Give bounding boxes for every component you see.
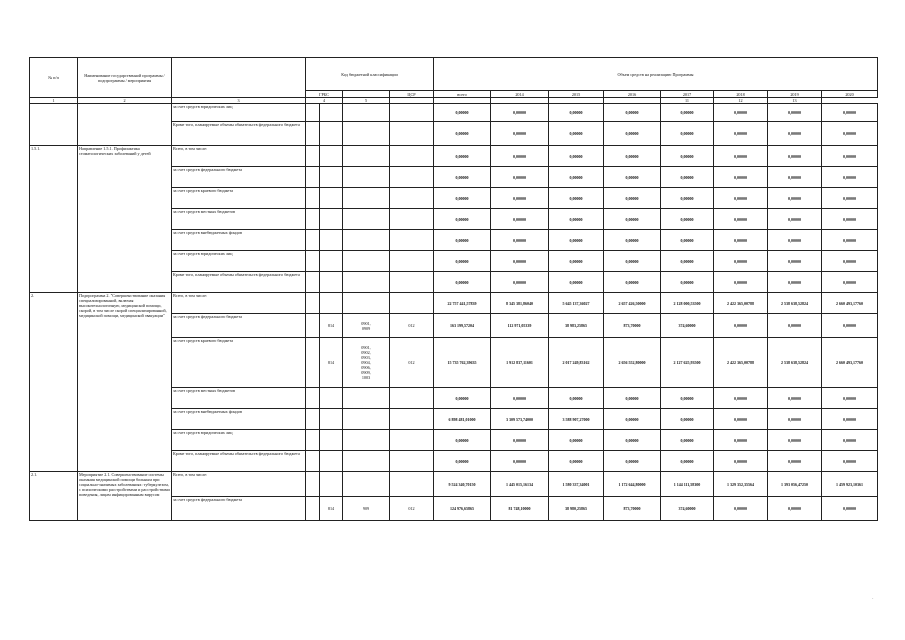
amount-cell: 0,00000 bbox=[822, 430, 878, 451]
code-csr bbox=[390, 388, 434, 409]
amount-cell: 0,00000 bbox=[434, 209, 491, 230]
amount-cell: 1 144 111,58300 bbox=[661, 472, 714, 497]
amount-cell: 0,00000 bbox=[549, 209, 604, 230]
code-fkr bbox=[343, 251, 390, 272]
amount-cell: 0,00000 bbox=[549, 388, 604, 409]
amount-cell: 0,00000 bbox=[604, 167, 661, 188]
amount-cell: 0,00000 bbox=[768, 314, 822, 338]
amount-cell: 0,00000 bbox=[714, 104, 768, 122]
amount-cell: 0,00000 bbox=[661, 251, 714, 272]
amount-cell: 0,00000 bbox=[604, 122, 661, 146]
code-spacer bbox=[306, 409, 320, 430]
code-fkr bbox=[343, 146, 390, 167]
code-fkr bbox=[343, 409, 390, 430]
amount-cell: 0,00000 bbox=[822, 251, 878, 272]
amount-cell: 0,00000 bbox=[434, 122, 491, 146]
amount-cell: 0,00000 bbox=[768, 122, 822, 146]
header-year: 2014 bbox=[491, 91, 549, 98]
amount-cell: 0,00000 bbox=[822, 451, 878, 472]
row-name: Направление 1.5.1. Профилактика стоматологических заболеваний у детей bbox=[78, 146, 172, 293]
column-number: 1 bbox=[30, 98, 78, 104]
table-row bbox=[30, 146, 878, 167]
amount-cell: 163 199,57204 bbox=[434, 314, 491, 338]
code-csr bbox=[390, 272, 434, 293]
amount-cell: 0,00000 bbox=[822, 314, 878, 338]
amount-cell: 0,00000 bbox=[661, 167, 714, 188]
table-row bbox=[30, 472, 878, 497]
funding-source: за счет средств федерального бюджета bbox=[172, 497, 306, 521]
amount-cell: 0,00000 bbox=[714, 314, 768, 338]
amount-cell: 0,00000 bbox=[768, 230, 822, 251]
code-grbs bbox=[320, 430, 343, 451]
code-csr bbox=[390, 472, 434, 497]
amount-cell: 8 345 381,86040 bbox=[491, 293, 549, 314]
code-fkr: 909 bbox=[343, 497, 390, 521]
code-grbs: 814 bbox=[320, 497, 343, 521]
amount-cell: 0,00000 bbox=[434, 104, 491, 122]
column-number: 12 bbox=[714, 98, 768, 104]
code-csr bbox=[390, 230, 434, 251]
amount-cell: 0,00000 bbox=[768, 430, 822, 451]
amount-cell: 0,00000 bbox=[714, 497, 768, 521]
amount-cell: 0,00000 bbox=[549, 167, 604, 188]
amount-cell: 0,00000 bbox=[661, 409, 714, 430]
amount-cell: 0,00000 bbox=[768, 451, 822, 472]
code-spacer bbox=[306, 293, 320, 314]
amount-cell: 1 459 923,10361 bbox=[822, 472, 878, 497]
amount-cell: 0,00000 bbox=[661, 230, 714, 251]
amount-cell: 0,00000 bbox=[714, 388, 768, 409]
amount-cell: 0,00000 bbox=[822, 230, 878, 251]
amount-cell: 0,00000 bbox=[491, 451, 549, 472]
amount-cell: 0,00000 bbox=[768, 409, 822, 430]
code-spacer bbox=[306, 188, 320, 209]
header-year: 2017 bbox=[661, 91, 714, 98]
code-csr: 012 bbox=[390, 314, 434, 338]
amount-cell: 81 748,10000 bbox=[491, 497, 549, 521]
code-csr bbox=[390, 188, 434, 209]
code-grbs bbox=[320, 209, 343, 230]
amount-cell: 0,00000 bbox=[714, 272, 768, 293]
column-number: 4 bbox=[306, 98, 343, 104]
column-number: 2 bbox=[78, 98, 172, 104]
code-csr bbox=[390, 209, 434, 230]
amount-cell: 873,70000 bbox=[604, 314, 661, 338]
code-fkr bbox=[343, 430, 390, 451]
amount-cell: 0,00000 bbox=[604, 251, 661, 272]
code-grbs: 814 bbox=[320, 338, 343, 388]
code-grbs bbox=[320, 188, 343, 209]
header-year: 2018 bbox=[714, 91, 768, 98]
amount-cell: 2 660 493,17760 bbox=[822, 338, 878, 388]
amount-cell: 2 538 638,52824 bbox=[768, 293, 822, 314]
amount-cell: 0,00000 bbox=[491, 167, 549, 188]
header-year: 2019 bbox=[768, 91, 822, 98]
code-spacer bbox=[306, 338, 320, 388]
amount-cell: 0,00000 bbox=[604, 451, 661, 472]
amount-cell: 3 309 573,74000 bbox=[491, 409, 549, 430]
amount-cell: 0,00000 bbox=[491, 430, 549, 451]
code-grbs bbox=[320, 272, 343, 293]
amount-cell: 2 127 625,93500 bbox=[661, 338, 714, 388]
amount-cell: 0,00000 bbox=[434, 451, 491, 472]
funding-source: за счет средств федерального бюджета bbox=[172, 167, 306, 188]
amount-cell: 2 657 426,50000 bbox=[604, 293, 661, 314]
amount-cell: 0,00000 bbox=[604, 430, 661, 451]
code-fkr bbox=[343, 388, 390, 409]
code-spacer bbox=[306, 251, 320, 272]
column-number: 11 bbox=[661, 98, 714, 104]
amount-cell: 0,00000 bbox=[604, 230, 661, 251]
amount-cell: 0,00000 bbox=[434, 272, 491, 293]
code-fkr bbox=[343, 167, 390, 188]
amount-cell: 0,00000 bbox=[661, 388, 714, 409]
funding-source: за счет средств краевого бюджета bbox=[172, 188, 306, 209]
header-year: 2020 bbox=[822, 91, 878, 98]
row-number: 1.5.1. bbox=[30, 146, 78, 293]
code-grbs bbox=[320, 293, 343, 314]
code-csr bbox=[390, 251, 434, 272]
header-year: 2015 bbox=[549, 91, 604, 98]
code-grbs bbox=[320, 167, 343, 188]
funding-source: Всего, в том числе: bbox=[172, 293, 306, 314]
code-spacer bbox=[306, 146, 320, 167]
amount-cell: 1 580 337,34001 bbox=[549, 472, 604, 497]
code-csr: 012 bbox=[390, 497, 434, 521]
column-number: 3 bbox=[172, 98, 306, 104]
amount-cell: 3 588 907,27000 bbox=[549, 409, 604, 430]
amount-cell: 0,00000 bbox=[549, 230, 604, 251]
code-spacer bbox=[306, 430, 320, 451]
amount-cell: 0,00000 bbox=[714, 188, 768, 209]
code-csr bbox=[390, 104, 434, 122]
amount-cell: 2 128 000,53500 bbox=[661, 293, 714, 314]
amount-cell: 0,00000 bbox=[661, 272, 714, 293]
code-fkr bbox=[343, 272, 390, 293]
funding-source: Всего, в том числе: bbox=[172, 472, 306, 497]
code-fkr bbox=[343, 451, 390, 472]
amount-cell: 1 393 056,47250 bbox=[768, 472, 822, 497]
code-csr bbox=[390, 167, 434, 188]
header-year: всего bbox=[434, 91, 491, 98]
amount-cell: 0,00000 bbox=[768, 209, 822, 230]
amount-cell: 0,00000 bbox=[491, 230, 549, 251]
header-blank bbox=[172, 58, 306, 98]
row-number: 2.1. bbox=[30, 472, 78, 521]
amount-cell: 0,00000 bbox=[714, 122, 768, 146]
amount-cell: 0,00000 bbox=[768, 497, 822, 521]
amount-cell: 0,00000 bbox=[549, 188, 604, 209]
table-row bbox=[30, 293, 878, 314]
code-csr bbox=[390, 146, 434, 167]
amount-cell: 0,00000 bbox=[661, 451, 714, 472]
funding-source: Кроме того, планируемые объемы обязательств федерального бюджета bbox=[172, 451, 306, 472]
amount-cell: 0,00000 bbox=[549, 451, 604, 472]
scan-mark: · bbox=[872, 597, 874, 602]
amount-cell: 0,00000 bbox=[714, 230, 768, 251]
code-grbs bbox=[320, 122, 343, 146]
amount-cell: 2 422 365,00788 bbox=[714, 293, 768, 314]
amount-cell: 0,00000 bbox=[822, 122, 878, 146]
code-fkr bbox=[343, 122, 390, 146]
amount-cell: 1 172 644,80000 bbox=[604, 472, 661, 497]
code-grbs bbox=[320, 104, 343, 122]
code-fkr: 0901, 0902, 0903, 0904, 0906, 0909, 1003 bbox=[343, 338, 390, 388]
amount-cell: 0,00000 bbox=[491, 388, 549, 409]
amount-cell: 0,00000 bbox=[434, 146, 491, 167]
amount-cell: 0,00000 bbox=[661, 209, 714, 230]
code-spacer bbox=[306, 314, 320, 338]
amount-cell: 0,00000 bbox=[549, 430, 604, 451]
amount-cell: 0,00000 bbox=[549, 272, 604, 293]
amount-cell: 2 660 493,17760 bbox=[822, 293, 878, 314]
header-num: № п/п bbox=[30, 58, 78, 98]
amount-cell: 0,00000 bbox=[714, 430, 768, 451]
amount-cell: 0,00000 bbox=[604, 188, 661, 209]
amount-cell: 0,00000 bbox=[434, 167, 491, 188]
funding-source: за счет средств краевого бюджета bbox=[172, 338, 306, 388]
amount-cell: 0,00000 bbox=[768, 188, 822, 209]
header-grbs: ГРБС bbox=[306, 91, 343, 98]
amount-cell: 2 656 552,80000 bbox=[604, 338, 661, 388]
header-fkr bbox=[343, 91, 390, 98]
code-grbs: 814 bbox=[320, 314, 343, 338]
funding-source: за счет средств внебюджетных фондов bbox=[172, 409, 306, 430]
amount-cell: 0,00000 bbox=[822, 104, 878, 122]
amount-cell: 0,00000 bbox=[549, 122, 604, 146]
code-fkr bbox=[343, 209, 390, 230]
code-fkr bbox=[343, 104, 390, 122]
code-spacer bbox=[306, 230, 320, 251]
amount-cell: 0,00000 bbox=[604, 209, 661, 230]
code-grbs bbox=[320, 146, 343, 167]
amount-cell: 0,00000 bbox=[714, 409, 768, 430]
amount-cell: 0,00000 bbox=[491, 146, 549, 167]
amount-cell: 1 445 015,16134 bbox=[491, 472, 549, 497]
amount-cell: 0,00000 bbox=[549, 251, 604, 272]
table-row bbox=[30, 104, 878, 122]
program-funding-table bbox=[29, 57, 878, 521]
code-csr bbox=[390, 122, 434, 146]
amount-cell: 0,00000 bbox=[768, 146, 822, 167]
code-csr bbox=[390, 430, 434, 451]
amount-cell: 0,00000 bbox=[434, 388, 491, 409]
funding-source: Кроме того, планируемые объемы обязательств федерального бюджета bbox=[172, 272, 306, 293]
amount-cell: 0,00000 bbox=[434, 251, 491, 272]
amount-cell: 0,00000 bbox=[714, 451, 768, 472]
header-volume: Объем средств на реализацию Программы bbox=[434, 58, 878, 91]
amount-cell: 6 898 481,01000 bbox=[434, 409, 491, 430]
code-spacer bbox=[306, 167, 320, 188]
amount-cell: 0,00000 bbox=[768, 388, 822, 409]
funding-source: за счет средств внебюджетных фондов bbox=[172, 230, 306, 251]
code-grbs bbox=[320, 230, 343, 251]
amount-cell: 22 757 441,57839 bbox=[434, 293, 491, 314]
row-number: 2. bbox=[30, 293, 78, 472]
amount-cell: 374,60000 bbox=[661, 314, 714, 338]
funding-source: за счет средств местных бюджетов bbox=[172, 209, 306, 230]
header-csr: ЦСР bbox=[390, 91, 434, 98]
code-fkr bbox=[343, 293, 390, 314]
amount-cell: 9 524 340,70150 bbox=[434, 472, 491, 497]
amount-cell: 0,00000 bbox=[822, 188, 878, 209]
code-csr bbox=[390, 451, 434, 472]
amount-cell: 374,60000 bbox=[661, 497, 714, 521]
funding-source: Всего, в том числе: bbox=[172, 146, 306, 167]
code-spacer bbox=[306, 451, 320, 472]
code-csr bbox=[390, 409, 434, 430]
code-csr: 012 bbox=[390, 338, 434, 388]
amount-cell: 0,00000 bbox=[768, 272, 822, 293]
row-number bbox=[30, 104, 78, 146]
amount-cell: 0,00000 bbox=[604, 146, 661, 167]
amount-cell: 0,00000 bbox=[822, 272, 878, 293]
amount-cell: 0,00000 bbox=[491, 122, 549, 146]
amount-cell: 0,00000 bbox=[714, 146, 768, 167]
code-grbs bbox=[320, 472, 343, 497]
code-spacer bbox=[306, 104, 320, 122]
amount-cell: 0,00000 bbox=[661, 188, 714, 209]
code-grbs bbox=[320, 409, 343, 430]
amount-cell: 0,00000 bbox=[491, 251, 549, 272]
column-number: 13 bbox=[768, 98, 822, 104]
header-name: Наименование государственной программы / подпрограммы / мероприятия bbox=[78, 58, 172, 98]
amount-cell: 0,00000 bbox=[604, 104, 661, 122]
code-spacer bbox=[306, 272, 320, 293]
amount-cell: 0,00000 bbox=[549, 146, 604, 167]
amount-cell: 0,00000 bbox=[661, 122, 714, 146]
funding-source: за счет средств юридических лиц bbox=[172, 251, 306, 272]
code-fkr: 0901, 0909 bbox=[343, 314, 390, 338]
amount-cell: 0,00000 bbox=[714, 167, 768, 188]
amount-cell: 0,00000 bbox=[768, 104, 822, 122]
funding-source: за счет средств юридических лиц bbox=[172, 430, 306, 451]
amount-cell: 0,00000 bbox=[491, 104, 549, 122]
amount-cell: 0,00000 bbox=[822, 409, 878, 430]
amount-cell: 0,00000 bbox=[491, 272, 549, 293]
amount-cell: 0,00000 bbox=[714, 209, 768, 230]
amount-cell: 5 645 137,36027 bbox=[549, 293, 604, 314]
amount-cell: 0,00000 bbox=[822, 146, 878, 167]
code-spacer bbox=[306, 472, 320, 497]
code-grbs bbox=[320, 388, 343, 409]
row-name bbox=[78, 104, 172, 146]
amount-cell: 0,00000 bbox=[434, 188, 491, 209]
amount-cell: 0,00000 bbox=[434, 230, 491, 251]
amount-cell: 0,00000 bbox=[822, 497, 878, 521]
amount-cell: 38 980,25865 bbox=[549, 497, 604, 521]
code-csr bbox=[390, 293, 434, 314]
header-code: Код бюджетной классификации bbox=[306, 58, 434, 91]
amount-cell: 112 971,05339 bbox=[491, 314, 549, 338]
row-name: Подпрограмма 2. "Совершенствование оказания специализированной, включая высокотехнологичную, медицинской помощи, скорой, в том числе скорой специализированной, медицинской помощи, медицинской эвакуации" bbox=[78, 293, 172, 472]
code-grbs bbox=[320, 251, 343, 272]
amount-cell: 0,00000 bbox=[661, 430, 714, 451]
code-spacer bbox=[306, 497, 320, 521]
amount-cell: 38 983,25865 bbox=[549, 314, 604, 338]
budget-table-sheet bbox=[29, 57, 878, 521]
amount-cell: 0,00000 bbox=[822, 388, 878, 409]
amount-cell: 0,00000 bbox=[604, 272, 661, 293]
code-fkr bbox=[343, 188, 390, 209]
amount-cell: 1 329 352,35564 bbox=[714, 472, 768, 497]
amount-cell: 0,00000 bbox=[768, 167, 822, 188]
header-year: 2016 bbox=[604, 91, 661, 98]
amount-cell: 1 912 837,11601 bbox=[491, 338, 549, 388]
amount-cell: 0,00000 bbox=[661, 146, 714, 167]
code-fkr bbox=[343, 230, 390, 251]
amount-cell: 0,00000 bbox=[549, 104, 604, 122]
amount-cell: 0,00000 bbox=[714, 251, 768, 272]
amount-cell: 0,00000 bbox=[491, 188, 549, 209]
code-spacer bbox=[306, 122, 320, 146]
column-number: 5 bbox=[343, 98, 390, 104]
amount-cell: 0,00000 bbox=[822, 167, 878, 188]
amount-cell: 2 538 638,52824 bbox=[768, 338, 822, 388]
amount-cell: 15 735 762,39635 bbox=[434, 338, 491, 388]
funding-source: за счет средств юридических лиц bbox=[172, 104, 306, 122]
row-name: Мероприятие 2.1. Совершенствование системы оказания медицинской помощи больным при социально-значимых заболеваниях: туберкулезом, с психическими расстройствами и расстройствами поведения, лицам инфицированным вирусом bbox=[78, 472, 172, 521]
amount-cell: 0,00000 bbox=[661, 104, 714, 122]
amount-cell: 2 422 365,00788 bbox=[714, 338, 768, 388]
funding-source: за счет средств местных бюджетов bbox=[172, 388, 306, 409]
code-spacer bbox=[306, 209, 320, 230]
amount-cell: 0,00000 bbox=[822, 209, 878, 230]
amount-cell: 0,00000 bbox=[491, 209, 549, 230]
amount-cell: 2 017 249,83162 bbox=[549, 338, 604, 388]
funding-source: Кроме того, планируемые объемы обязательств федерального бюджета bbox=[172, 122, 306, 146]
amount-cell: 0,00000 bbox=[604, 388, 661, 409]
amount-cell: 0,00000 bbox=[768, 251, 822, 272]
funding-source: за счет средств федерального бюджета bbox=[172, 314, 306, 338]
amount-cell: 0,00000 bbox=[434, 430, 491, 451]
code-grbs bbox=[320, 451, 343, 472]
amount-cell: 0,00000 bbox=[604, 409, 661, 430]
code-spacer bbox=[306, 388, 320, 409]
code-fkr bbox=[343, 472, 390, 497]
amount-cell: 873,70000 bbox=[604, 497, 661, 521]
amount-cell: 124 976,65865 bbox=[434, 497, 491, 521]
